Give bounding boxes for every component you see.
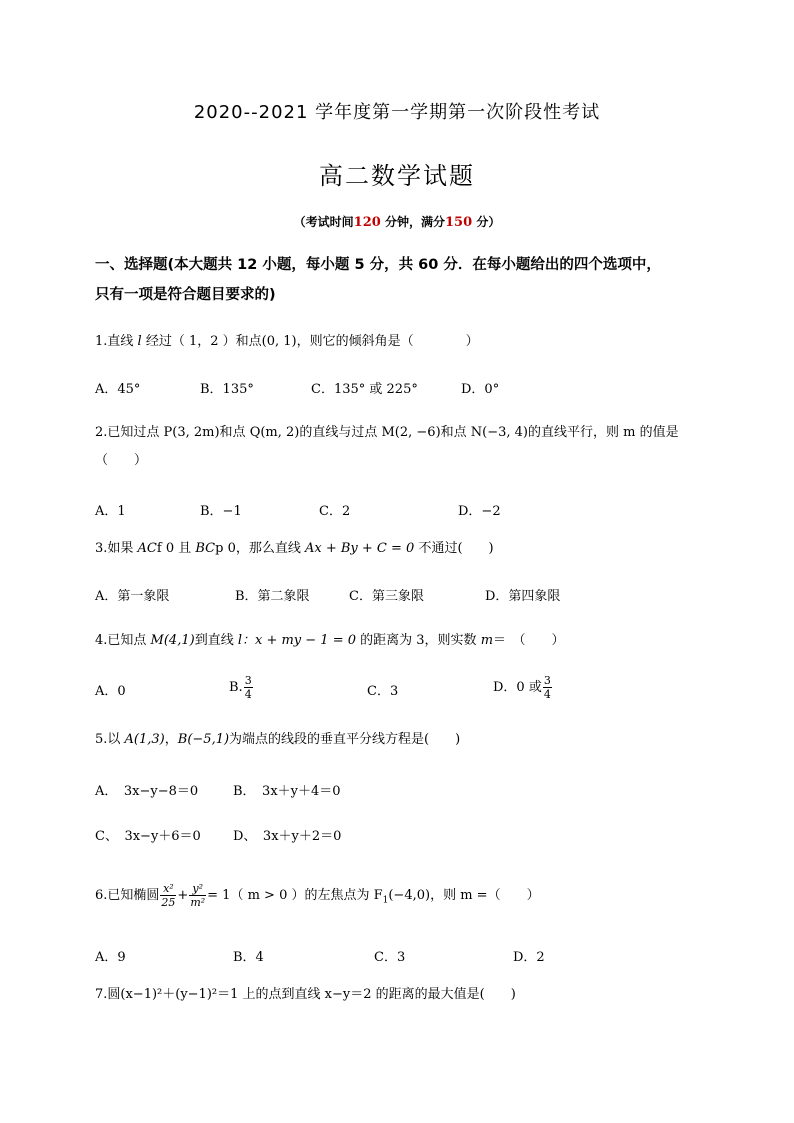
q6-stem-a: 6.已知椭圆 — [95, 888, 160, 903]
q3-sym2: p 0 — [215, 541, 236, 556]
q3-cond2: BC — [195, 541, 216, 556]
q4-var: m — [480, 633, 494, 648]
q1-stem-a: 1.直线 — [95, 334, 138, 349]
q1-var-l: l — [137, 334, 142, 349]
q6-fraction-y — [189, 882, 206, 909]
q4-option-b-num: 3 — [244, 674, 252, 687]
q4-option-b-fraction — [244, 674, 253, 701]
q3-stem-b: 且 — [174, 541, 196, 556]
question-4-stem — [95, 627, 715, 655]
exam-info-mid: 分钟，满分 — [380, 215, 445, 229]
q6-option-a[interactable]: A．9 — [95, 950, 126, 965]
exam-info — [0, 213, 794, 230]
q5-stem-c: 为端点的线段的垂直平分线方程是( ) — [229, 732, 461, 747]
q4-stem-b: 到直线 — [194, 633, 238, 648]
q4-point: M(4,1) — [150, 633, 195, 648]
q5-stem-a: 5.以 — [95, 732, 125, 747]
q6-plus: + — [177, 888, 189, 903]
q4-option-b[interactable] — [229, 674, 254, 701]
q2-option-b[interactable]: B．−1 — [200, 504, 242, 519]
q5-option-a[interactable]: A． 3x−y−8＝0 — [95, 784, 199, 799]
question-2-stem — [95, 419, 715, 475]
q5-point-b: B(−5,1) — [177, 732, 230, 747]
q2-option-c[interactable]: C．2 — [319, 504, 351, 519]
question-7-stem: 7.圆(x−1)²＋(y−1)²＝1 上的点到直线 x−y＝2 的距离的最大值是( ) — [95, 987, 516, 1002]
q6-sub1: 1 — [382, 895, 389, 906]
q1-stem-b: 经过（ 1，2 ）和点(0, 1)，则它的倾斜角是（ ） — [141, 334, 479, 349]
q3-sym1: f 0 — [156, 541, 175, 556]
q4-stem-d: ＝ （ ） — [493, 633, 565, 648]
q3-option-b[interactable]: B．第二象限 — [235, 589, 310, 604]
question-6-options — [95, 946, 715, 972]
q5-option-b[interactable]: B． 3x＋y＋4＝0 — [233, 784, 341, 799]
q2-stem-line2: （ ） — [95, 453, 148, 468]
question-4-options — [95, 674, 715, 714]
q1-option-c[interactable]: C．135° 或 225° — [311, 382, 418, 397]
exam-time-value: 120 — [353, 215, 381, 230]
q6-frac2-den: m² — [190, 896, 206, 909]
q4-option-d-prefix: D．0 或 — [493, 680, 542, 695]
q6-fraction-x — [160, 882, 176, 909]
question-5-options-row1 — [95, 780, 715, 806]
exam-title: 2020--2021 学年度第一学期第一次阶段性考试 — [193, 102, 601, 123]
q4-option-d-fraction — [543, 674, 552, 701]
q4-option-a[interactable]: A．0 — [95, 684, 126, 699]
q2-option-d[interactable]: D．−2 — [458, 504, 501, 519]
q5-option-c[interactable]: C、 3x−y＋6＝0 — [95, 829, 201, 844]
q1-option-a[interactable]: A．45° — [95, 382, 141, 397]
exam-info-prefix: （考试时间 — [293, 215, 354, 229]
exam-info-suffix: 分） — [472, 215, 501, 229]
question-2-options — [95, 500, 715, 526]
exam-score-value: 150 — [445, 215, 473, 230]
q4-line: l：x + my − 1 = 0 — [237, 633, 357, 648]
q4-stem-c: 的距离为 3，则实数 — [356, 633, 481, 648]
q6-stem-c: ，则 m =（ ） — [430, 888, 540, 903]
q6-frac1-den: 25 — [161, 896, 176, 909]
q6-option-c[interactable]: C．3 — [374, 950, 406, 965]
q6-option-d[interactable]: D．2 — [513, 950, 545, 965]
q3-stem-d: 不通过( ) — [414, 541, 494, 556]
q1-option-d[interactable]: D．0° — [461, 382, 500, 397]
q6-focus: (−4,0) — [388, 888, 431, 903]
q2-option-a[interactable]: A．1 — [95, 504, 126, 519]
q3-cond1: AC — [137, 541, 157, 556]
q6-frac1-num: x² — [160, 882, 176, 896]
q4-option-b-prefix: B. — [229, 680, 243, 695]
q5-option-d[interactable]: D、 3x＋y＋2＝0 — [233, 829, 342, 844]
question-5-options-row2 — [95, 825, 715, 851]
q5-stem-b: ， — [164, 732, 178, 747]
question-1-options — [95, 378, 715, 404]
q4-option-d[interactable] — [493, 674, 553, 701]
q6-stem-b: = 1（ m > 0 ）的左焦点为 F — [207, 888, 383, 903]
q4-option-c[interactable]: C．3 — [367, 684, 399, 699]
question-5-stem — [95, 726, 715, 754]
question-3-stem — [95, 535, 715, 563]
q4-option-d-num: 3 — [543, 674, 551, 687]
q3-option-d[interactable]: D．第四象限 — [485, 589, 561, 604]
q3-line-eq: Ax + By + C = 0 — [305, 541, 415, 556]
q6-option-b[interactable]: B．4 — [233, 950, 264, 965]
q5-point-a: A(1,3) — [124, 732, 165, 747]
q2-stem-line1: 2.已知过点 P(3, 2m)和点 Q(m, 2)的直线与过点 M(2, −6)和点 N(−3, 4)的直线平行，则 m 的值是 — [95, 425, 679, 440]
section-heading-line1: 一、选择题(本大题共 12 小题，每小题 5 分，共 60 分．在每小题给出的四个选项中， — [95, 257, 661, 273]
question-6-stem — [95, 876, 715, 921]
q3-stem-c: ，那么直线 — [235, 541, 305, 556]
section-heading — [95, 250, 715, 310]
q4-stem-a: 4.已知点 — [95, 633, 151, 648]
question-3-options — [95, 585, 715, 611]
q6-frac2-num: y² — [189, 882, 206, 896]
q3-option-c[interactable]: C．第三象限 — [349, 589, 424, 604]
question-1-stem — [95, 328, 715, 356]
q3-option-a[interactable]: A．第一象限 — [95, 589, 170, 604]
subject-title: 高二数学试题 — [319, 162, 475, 190]
q4-option-d-den: 4 — [543, 688, 551, 701]
q3-stem-a: 3.如果 — [95, 541, 138, 556]
q1-option-b[interactable]: B．135° — [200, 382, 254, 397]
q4-option-b-den: 4 — [244, 688, 252, 701]
section-heading-line2: 只有一项是符合题目要求的) — [95, 287, 276, 303]
